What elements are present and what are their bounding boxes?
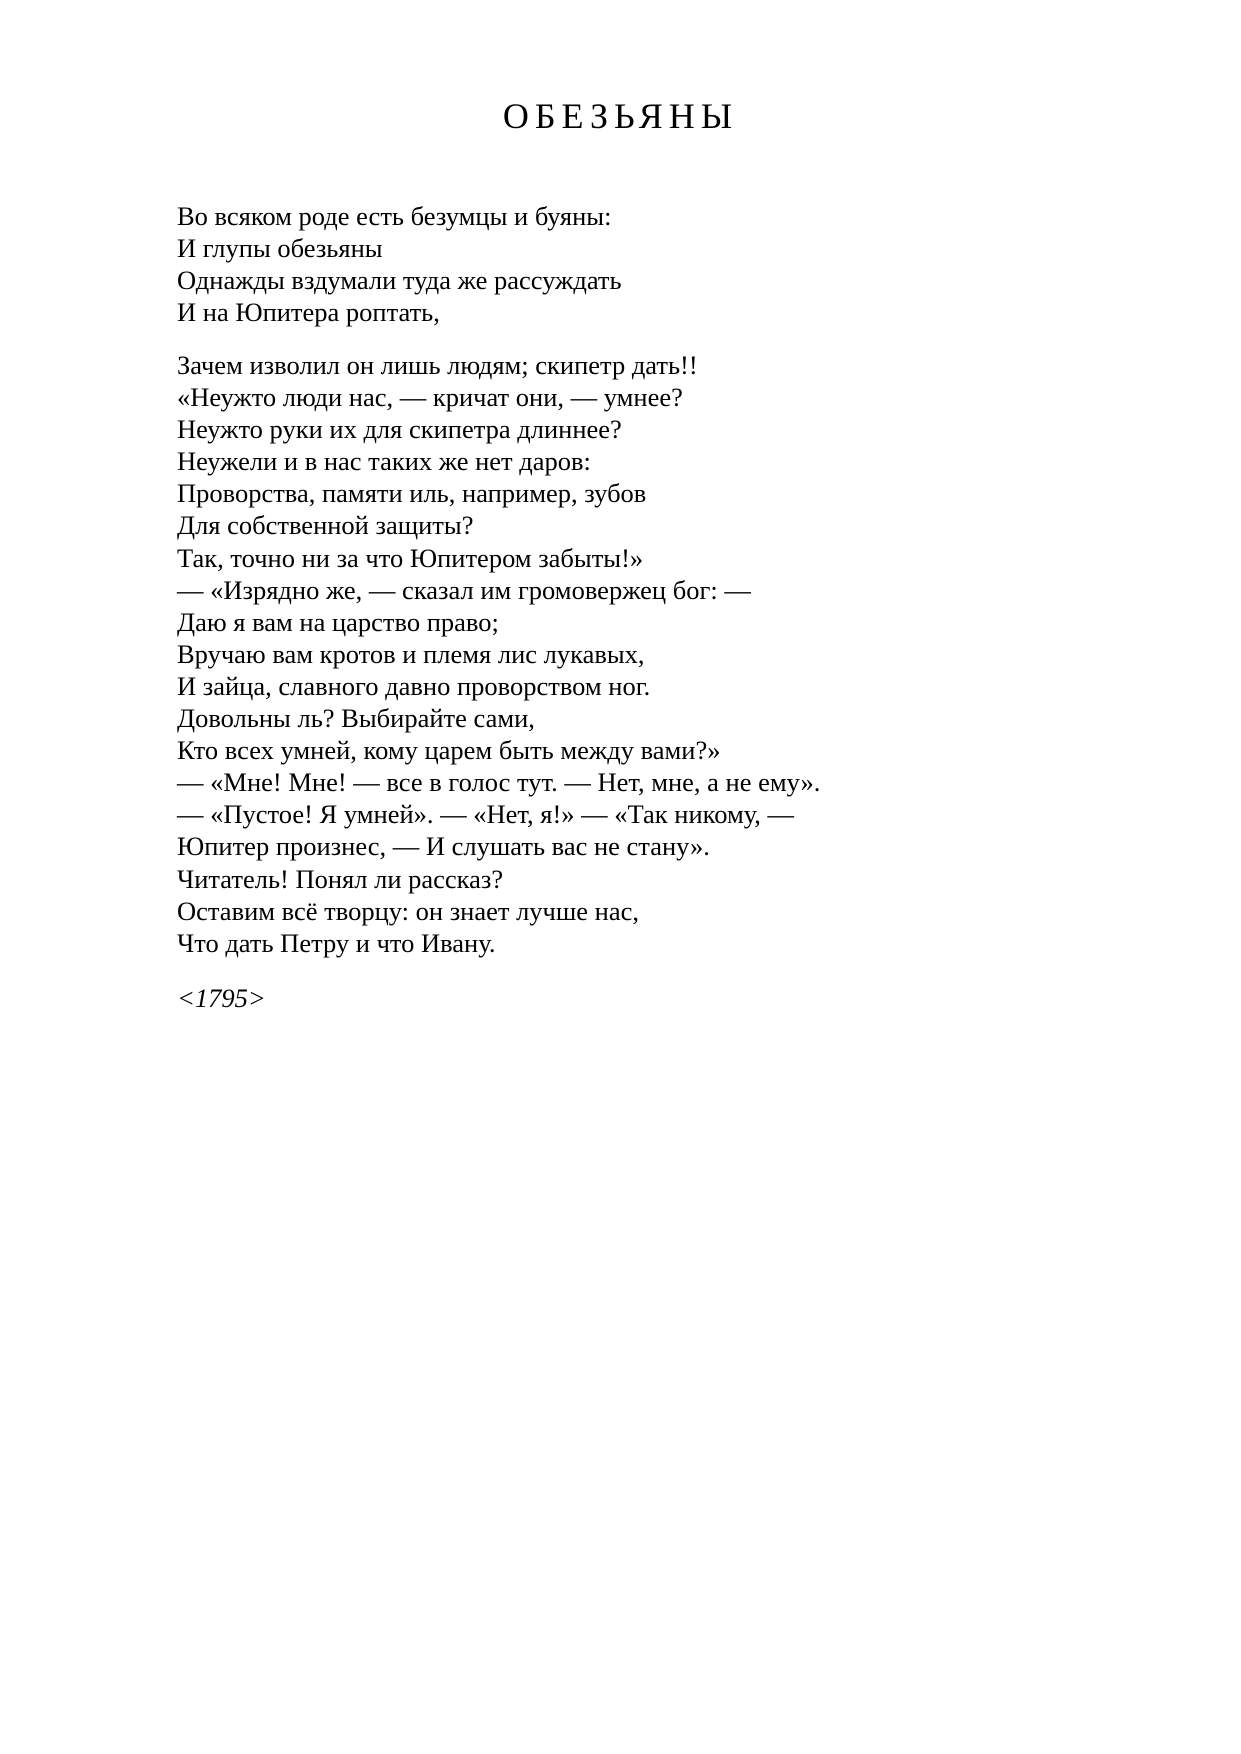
poem-line: Зачем изволил он лишь людям; скипетр дать!! — [177, 350, 698, 380]
poem-stanza-1 — [177, 200, 622, 328]
poem-line: Однажды вздумали туда же рассуждать — [177, 265, 622, 296]
poem-line: И зайца, славного давно проворством ног. — [177, 670, 651, 701]
poem-line: И глупы обезьяны — [177, 233, 383, 264]
poem-line: Кто всех умней, кому царем быть между вами?» — [177, 735, 721, 766]
poem-line: Юпитер произнес, — И слушать вас не стану». — [177, 831, 710, 862]
poem-line: Даю я вам на царство право; — [177, 606, 499, 637]
poem-line: Довольны ль? Выбирайте сами, — [177, 703, 535, 734]
poem-line: Неужели и в нас таких же нет даров: — [177, 446, 591, 477]
poem-line: Что дать Петру и что Ивану. — [177, 927, 496, 958]
poem-line: Читатель! Понял ли рассказ? — [177, 863, 504, 894]
poem-line: «Неужто люди нас, — кричат они, — умнее? — [177, 382, 683, 413]
poem-stanza-2 — [177, 349, 820, 959]
poem-line: Оставим всё творцу: он знает лучше нас, — [177, 895, 640, 926]
poem-line: Неужто руки их для скипетра длиннее? — [177, 414, 622, 445]
poem-line: — «Мне! Мне! — все в голос тут. — Нет, мне, а не ему». — [177, 767, 821, 798]
poem-line: Вручаю вам кротов и племя лис лукавых, — [177, 638, 645, 669]
poem-line: Так, точно ни за что Юпитером забыты!» — [177, 542, 644, 573]
poem-date: <1795> — [177, 983, 266, 1013]
poem-line: И на Юпитера роптать, — [177, 297, 440, 328]
poem-line: — «Пустое! Я умней». — «Нет, я!» — «Так никому, — — [177, 799, 795, 830]
poem-title: ОБЕЗЬЯНЫ — [502, 96, 739, 136]
poem-line: Проворства, памяти иль, например, зубов — [177, 478, 647, 509]
poem-line: Во всяком роде есть безумцы и буяны: — [177, 201, 612, 231]
poem-line: Для собственной защиты? — [177, 510, 474, 541]
poem-line: — «Изрядно же, — сказал им громовержец бог: — — [177, 574, 751, 605]
